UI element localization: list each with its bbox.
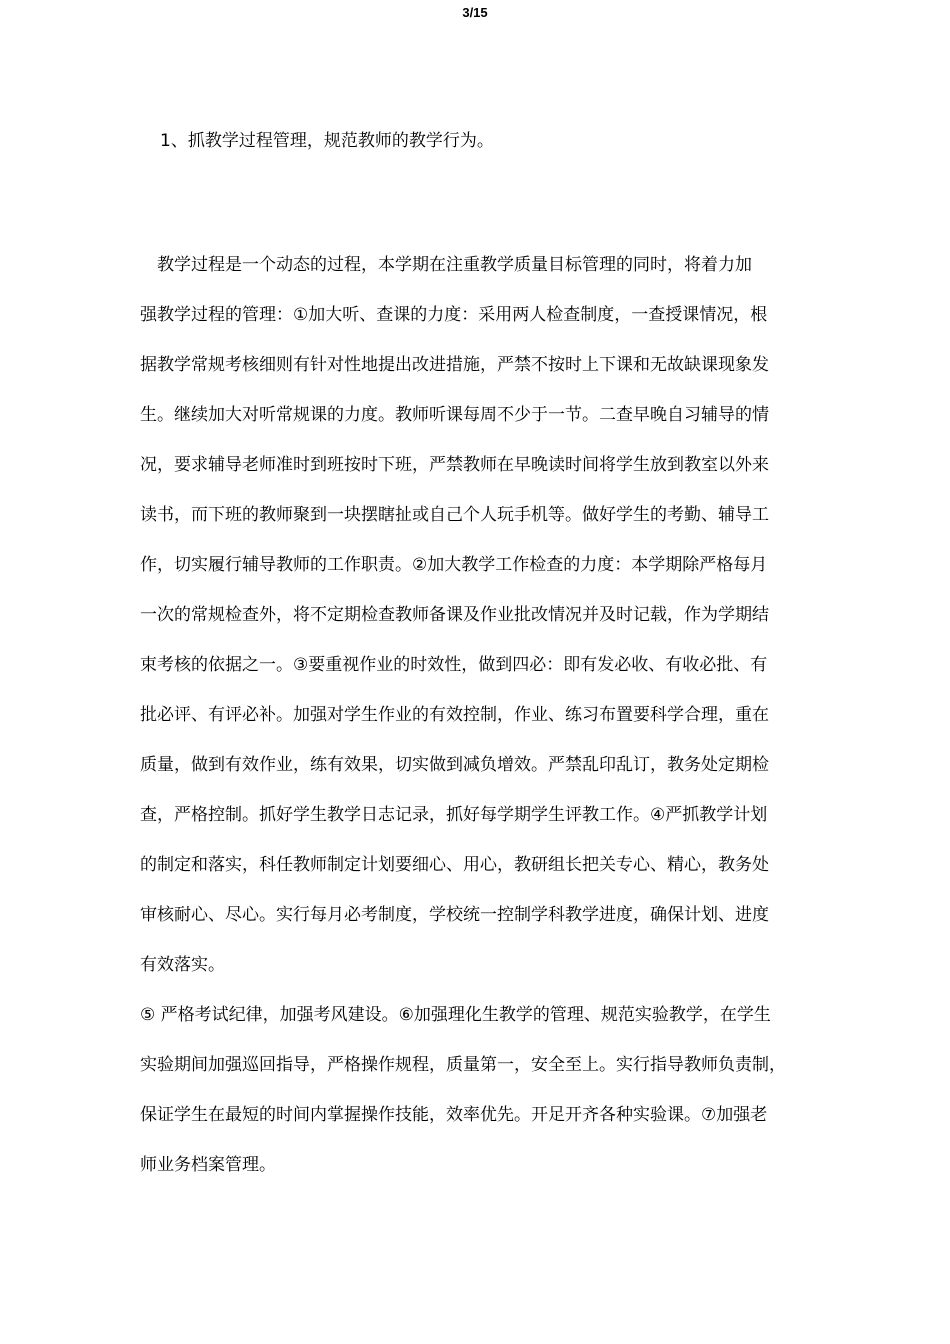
body-line: 况，要求辅导老师准时到班按时下班，严禁教师在早晚读时间将学生放到教室以外来 bbox=[140, 455, 769, 475]
body-line: 实验期间加强巡回指导，严格操作规程，质量第一，安全至上。实行指导教师负责制， bbox=[140, 1055, 786, 1075]
body-line: ⑤ 严格考试纪律，加强考风建设。⑥加强理化生教学的管理、规范实验教学，在学生 bbox=[140, 1005, 771, 1025]
body-line: 强教学过程的管理：①加大听、查课的力度：采用两人检查制度，一查授课情况，根 bbox=[140, 305, 768, 325]
page-number: 3/15 bbox=[462, 5, 488, 20]
body-line: 查，严格控制。抓好学生教学日志记录，抓好每学期学生评教工作。④严抓教学计划 bbox=[140, 805, 768, 825]
body-line: 质量，做到有效作业，练有效果，切实做到减负增效。严禁乱印乱订，教务处定期检 bbox=[140, 755, 769, 775]
body-line: 一次的常规检查外，将不定期检查教师备课及作业批改情况并及时记载，作为学期结 bbox=[140, 605, 769, 625]
section-heading: 1、抓教学过程管理，规范教师的教学行为。 bbox=[160, 131, 494, 151]
body-line: 的制定和落实，科任教师制定计划要细心、用心，教研组长把关专心、精心，教务处 bbox=[140, 855, 769, 875]
body-line: 据教学常规考核细则有针对性地提出改进措施，严禁不按时上下课和无故缺课现象发 bbox=[140, 355, 769, 375]
body-line: 生。继续加大对听常规课的力度。教师听课每周不少于一节。二查早晚自习辅导的情 bbox=[140, 405, 769, 425]
body-line: 审核耐心、尽心。实行每月必考制度，学校统一控制学科教学进度，确保计划、进度 bbox=[140, 905, 769, 925]
body-line: 束考核的依据之一。③要重视作业的时效性，做到四必：即有发必收、有收必批、有 bbox=[140, 655, 768, 675]
body-line: 有效落实。 bbox=[140, 955, 225, 975]
body-line: 保证学生在最短的时间内掌握操作技能，效率优先。开足开齐各种实验课。⑦加强老 bbox=[140, 1105, 768, 1125]
body-line: 批必评、有评必补。加强对学生作业的有效控制，作业、练习布置要科学合理，重在 bbox=[140, 705, 769, 725]
body-line: 师业务档案管理。 bbox=[140, 1155, 276, 1175]
body-line: 教学过程是一个动态的过程，本学期在注重教学质量目标管理的同时，将着力加 bbox=[140, 255, 752, 275]
body-line: 作，切实履行辅导教师的工作职责。②加大教学工作检查的力度：本学期除严格每月 bbox=[140, 555, 768, 575]
body-line: 读书，而下班的教师聚到一块摆瞎扯或自己个人玩手机等。做好学生的考勤、辅导工 bbox=[140, 505, 769, 525]
